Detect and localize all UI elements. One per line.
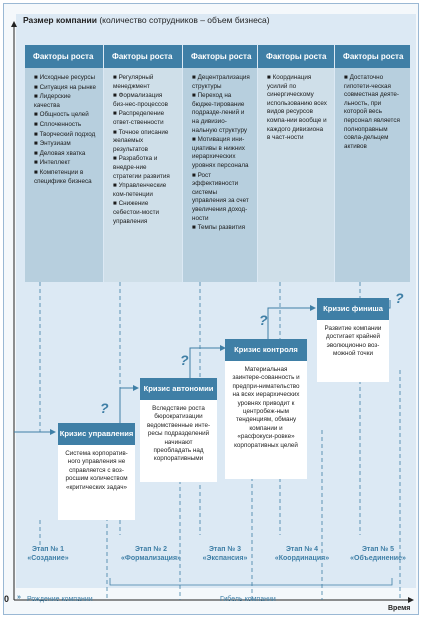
question-mark-1: ? <box>100 400 109 416</box>
stage-2-name: «Формализация» <box>121 555 181 562</box>
bullet-icon: ■ <box>192 171 198 179</box>
stage-1 <box>18 545 78 563</box>
growth-factors-header-2: Факторы роста <box>104 45 182 68</box>
question-mark-2: ? <box>180 352 189 368</box>
birth-marker: » <box>17 594 21 601</box>
bullet-icon: ■ <box>113 110 119 118</box>
stage-2-num: Этап № 2 <box>134 546 168 553</box>
growth-factor-text: Энтузиазм <box>39 140 71 148</box>
growth-factor-text: Разработка и внедре-ние стратегии развития <box>113 155 170 180</box>
bullet-icon: ■ <box>192 136 198 144</box>
origin-label: 0 <box>4 594 10 604</box>
bullet-icon: ■ <box>34 149 40 157</box>
bullet-icon: ■ <box>192 74 198 81</box>
stage-3-name: «Экспансия» <box>202 555 248 562</box>
growth-factor-text: Компетенции в специфике бизнеса <box>34 168 92 185</box>
bullet-icon: ■ <box>34 120 40 128</box>
stage-3-num: Этап № 3 <box>208 546 242 553</box>
bullet-icon: ■ <box>34 83 40 91</box>
stage-5 <box>342 545 414 563</box>
growth-factors-header-3: Факторы роста <box>183 45 257 68</box>
bullet-icon: ■ <box>113 128 119 136</box>
bullet-icon: ■ <box>113 155 119 163</box>
stage-5-num: Этап № 5 <box>361 546 395 553</box>
crisis-finish-text: Развитие компании достигает крайней эволюционно воз-можной точки <box>317 320 389 382</box>
bullet-icon: ■ <box>113 200 119 208</box>
growth-factors-header-1: Факторы роста <box>25 45 103 68</box>
bullet-icon: ■ <box>113 74 119 81</box>
death-label: Гибель компании <box>220 596 276 603</box>
bullet-icon: ■ <box>267 74 273 81</box>
birth-label: Рождение компании <box>27 596 93 603</box>
stage-5-name: «Объединение» <box>350 555 406 562</box>
growth-factor-text: Распределение ответ-ственности <box>113 110 165 126</box>
crisis-finish-title: Кризис финиша <box>317 298 389 320</box>
growth-factor-text: Ситуация на рынке <box>39 83 97 91</box>
bullet-icon: ■ <box>113 92 119 100</box>
bullet-icon: ■ <box>34 74 40 81</box>
stage-4 <box>268 545 336 563</box>
question-mark-4: ? <box>395 290 404 306</box>
growth-factor-text: Точное описание желаемых результатов <box>113 128 169 153</box>
bullet-icon: ■ <box>113 182 119 190</box>
growth-factor-text: Рост эффективности системы управления за счет увеличения доход-ности <box>192 171 249 222</box>
stage-3 <box>195 545 255 563</box>
growth-factor-text: Достаточно гипотети-ческая совместная деяте-льность, при которой весь персонал является полноправным совла-дельцем активов <box>344 74 400 150</box>
crisis-management-text: Система корпоратив-ного управления не справляется с воз-росшим количеством «критических задач» <box>58 445 135 520</box>
bullet-icon: ■ <box>344 74 350 81</box>
growth-factors-header-5: Факторы роста <box>335 45 410 68</box>
growth-factors-header-4: Факторы роста <box>258 45 334 68</box>
growth-factor-text: Мотивация ини-циативы в нижних иерархических уровнях персонала <box>192 136 249 169</box>
growth-factor-text: Децентрализация структуры <box>192 74 250 90</box>
bullet-icon: ■ <box>34 111 40 119</box>
bullet-icon: ■ <box>34 159 40 167</box>
crisis-autonomy-title: Кризис автономии <box>140 378 217 400</box>
growth-factor-text: Общность целей <box>39 111 89 119</box>
growth-factor-text: Деловая хватка <box>39 149 86 157</box>
question-mark-3: ? <box>259 312 268 328</box>
growth-factor-text: Переход на бюдже-тирование подразде-лений и на дивизио-нальную структуру <box>192 92 248 134</box>
stage-4-name: «Координация» <box>274 555 330 562</box>
crisis-control-title: Кризис контроля <box>225 339 307 361</box>
bullet-icon: ■ <box>34 93 40 101</box>
growth-factor-text: Координация усилий по синергическому использованию всех видов ресурсов компа-нии вообще и каждого дивизиона в част-ности <box>267 74 327 142</box>
growth-factor-text: Исходные ресурсы <box>39 74 96 81</box>
growth-factor-text: Регулярный менеджмент <box>113 74 154 90</box>
growth-factor-text: Лидерские качества <box>34 93 71 109</box>
bullet-icon: ■ <box>34 130 40 138</box>
stage-1-num: Этап № 1 <box>31 546 65 553</box>
bullet-icon: ■ <box>34 168 40 176</box>
growth-factor-text: Управленческие ком-петенции <box>113 182 167 198</box>
time-label: Время <box>388 605 411 612</box>
growth-factor-text: Снижение себестои-мости управления <box>113 200 160 225</box>
growth-factor-text: Интеллект <box>39 159 71 167</box>
stage-1-name: «Создание» <box>27 555 69 562</box>
bullet-icon: ■ <box>34 140 40 148</box>
bullet-icon: ■ <box>192 92 198 100</box>
crisis-autonomy-text: Вследствие роста бюрократизации ведомственные инте-ресы подразделений начинают преобладать над корпоративными <box>140 400 217 482</box>
stage-2 <box>112 545 190 563</box>
death-bracket <box>110 578 392 585</box>
growth-factor-text: Формализация биз-нес-процессов <box>113 92 168 108</box>
crisis-management-title: Кризис управления <box>58 423 135 445</box>
growth-factor-text: Темпы развития <box>197 224 246 232</box>
growth-factor-text: Творческий подход <box>39 130 96 138</box>
stage-4-num: Этап № 4 <box>285 546 319 553</box>
title-main: Размер компании <box>23 15 97 25</box>
bullet-icon: ■ <box>192 224 198 232</box>
crisis-control-text: Материальная заинтере-сованность и предпри-нимательство на всех иерархических уровнях приводит к центробеж-ным тенденциям, обману компании и «расфокуси-ровке» корпоративных целей <box>225 361 307 479</box>
growth-factor-text: Сплоченность <box>39 120 82 128</box>
title-sub: (количество сотрудников – объем бизнеса) <box>99 15 270 25</box>
